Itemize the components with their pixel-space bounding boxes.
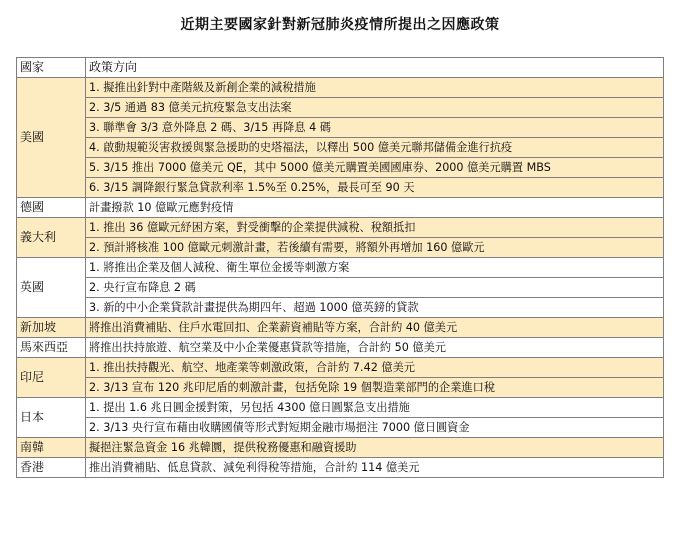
policy-cell: 4. 啟動規範災害救援與緊急援助的史塔福法，以釋出 500 億美元聯邦儲備金進行抗疫 — [86, 138, 664, 158]
policy-cell: 計畫撥款 10 億歐元應對疫情 — [86, 198, 664, 218]
policy-cell: 2. 3/13 宣布 120 兆印尼盾的刺激計畫，包括免除 19 個製造業部門的企業進口稅 — [86, 378, 664, 398]
table-row — [17, 78, 664, 98]
table-row — [17, 158, 664, 178]
table-row — [17, 418, 664, 438]
country-cell: 印尼 — [17, 358, 86, 398]
table-row — [17, 318, 664, 338]
country-cell: 德國 — [17, 198, 86, 218]
table-row — [17, 198, 664, 218]
table-row — [17, 238, 664, 258]
policy-table — [16, 57, 664, 478]
policy-table-body — [17, 58, 664, 478]
policy-cell: 將推出扶持旅遊、航空業及中小企業優惠貸款等措施，合計約 50 億美元 — [86, 338, 664, 358]
policy-cell: 5. 3/15 推出 7000 億美元 QE，其中 5000 億美元購置美國國庫券、2000 億美元購置 MBS — [86, 158, 664, 178]
policy-cell: 2. 3/13 央行宣布藉由收購國債等形式對短期金融市場挹注 7000 億日圓資金 — [86, 418, 664, 438]
table-row — [17, 358, 664, 378]
policy-cell: 6. 3/15 調降銀行緊急貸款利率 1.5%至 0.25%，最長可至 90 天 — [86, 178, 664, 198]
header-country: 國家 — [17, 58, 86, 78]
country-cell: 義大利 — [17, 218, 86, 258]
country-cell: 新加坡 — [17, 318, 86, 338]
policy-cell: 2. 央行宣布降息 2 碼 — [86, 278, 664, 298]
policy-cell: 2. 預計將核准 100 億歐元刺激計畫，若後續有需要，將額外再增加 160 億歐元 — [86, 238, 664, 258]
country-cell: 馬來西亞 — [17, 338, 86, 358]
table-row — [17, 338, 664, 358]
country-cell: 美國 — [17, 78, 86, 198]
table-header-row — [17, 58, 664, 78]
policy-cell: 1. 推出扶持觀光、航空、地產業等刺激政策，合計約 7.42 億美元 — [86, 358, 664, 378]
table-row — [17, 378, 664, 398]
header-policy: 政策方向 — [86, 58, 664, 78]
table-row — [17, 398, 664, 418]
policy-cell: 2. 3/5 通過 83 億美元抗疫緊急支出法案 — [86, 98, 664, 118]
table-row — [17, 258, 664, 278]
page-title: 近期主要國家針對新冠肺炎疫情所提出之因應政策 — [180, 17, 500, 33]
policy-cell: 1. 將推出企業及個人減稅、衛生單位金援等刺激方案 — [86, 258, 664, 278]
table-row — [17, 458, 664, 478]
table-row — [17, 98, 664, 118]
policy-cell: 1. 提出 1.6 兆日圓金援對策，另包括 4300 億日圓緊急支出措施 — [86, 398, 664, 418]
country-cell: 英國 — [17, 258, 86, 318]
table-row — [17, 438, 664, 458]
policy-cell: 1. 擬推出針對中產階級及新創企業的減稅措施 — [86, 78, 664, 98]
policy-cell: 3. 聯準會 3/3 意外降息 2 碼、3/15 再降息 4 碼 — [86, 118, 664, 138]
policy-cell: 3. 新的中小企業貸款計畫提供為期四年、超過 1000 億英鎊的貸款 — [86, 298, 664, 318]
country-cell: 南韓 — [17, 438, 86, 458]
policy-cell: 1. 推出 36 億歐元紓困方案，對受衝擊的企業提供減稅、稅額抵扣 — [86, 218, 664, 238]
table-row — [17, 298, 664, 318]
country-cell: 香港 — [17, 458, 86, 478]
policy-cell: 將推出消費補貼、住戶水電回扣、企業薪資補貼等方案，合計約 40 億美元 — [86, 318, 664, 338]
policy-cell: 擬挹注緊急資金 16 兆韓圜，提供稅務優惠和融資援助 — [86, 438, 664, 458]
policy-cell: 推出消費補貼、低息貸款、減免利得稅等措施，合計約 114 億美元 — [86, 458, 664, 478]
table-row — [17, 118, 664, 138]
table-row — [17, 278, 664, 298]
country-cell: 日本 — [17, 398, 86, 438]
table-row — [17, 218, 664, 238]
table-row — [17, 178, 664, 198]
table-row — [17, 138, 664, 158]
